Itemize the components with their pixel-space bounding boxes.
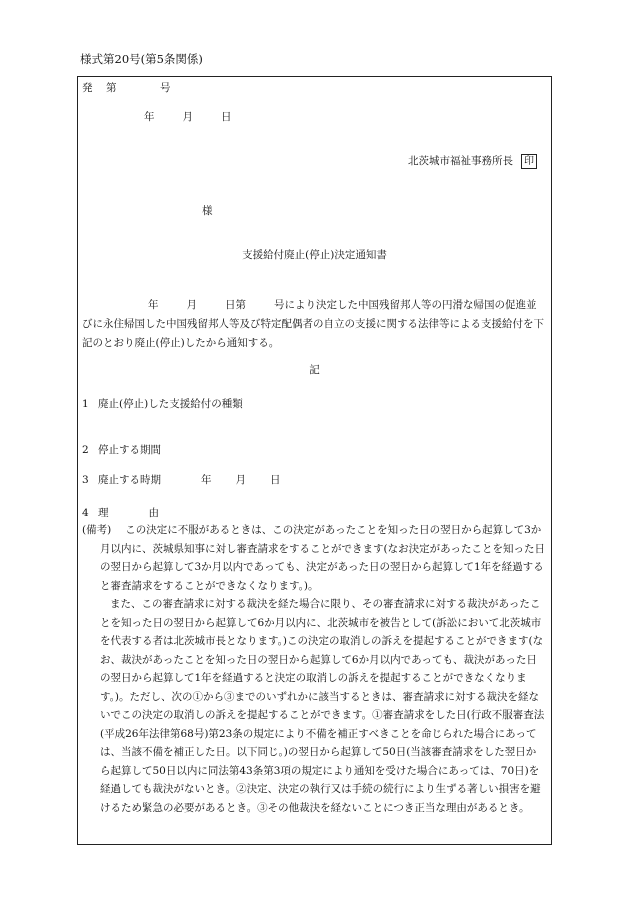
document-title: 支援給付廃止(停止)決定通知書 (242, 249, 387, 261)
remarks-text-1: この決定に不服があるときは、この決定があったことを知った日の翌日から起算して3か月以内に、茨城県知事に対し審査請求をすることができます(なお決定があったことを知った日の翌日から起算して3か月以内であっても、決定があった日の翌日から起算して1年を経過すると審査請求をすることができなくなります。)。 (100, 524, 545, 592)
issuer-line (408, 154, 537, 170)
issue-date-line (144, 110, 232, 126)
record-label: 記 (309, 364, 320, 376)
item-3 (82, 473, 281, 489)
item-3-number: 3 (82, 474, 89, 486)
item-3-year: 年 (201, 474, 212, 486)
remarks-label: (備考) (82, 524, 112, 536)
remarks-section (82, 521, 545, 817)
item-2 (82, 443, 161, 459)
month-label: 月 (182, 111, 193, 123)
item-4-label-a: 理 (98, 507, 109, 519)
item-4-number: 4 (82, 507, 89, 519)
body-text: 号により決定した中国残留邦人等の円滑な帰国の促進並びに永住帰国した中国残留邦人等及び特定配偶者の自立の支援に関する法律等による支援給付を下記のとおり廃止(停止)したから通知する。 (82, 299, 544, 349)
item-2-label: 停止する期間 (98, 444, 161, 456)
issue-number-line (82, 81, 171, 97)
year-label: 年 (144, 111, 155, 123)
item-3-month: 月 (235, 474, 246, 486)
item-3-day: 日 (270, 474, 281, 486)
gou-label: 号 (160, 82, 171, 94)
item-3-label: 廃止する時期 (98, 474, 161, 486)
issuer-name: 北茨城市福祉事務所長 (408, 155, 513, 167)
form-number: 様式第20号(第5条関係) (80, 52, 203, 66)
notice-frame (77, 76, 552, 845)
notice-body (82, 296, 545, 353)
remarks-paragraph-2: また、この審査請求に対する裁決を経た場合に限り、その審査請求に対する裁決があったことを知った日の翌日から起算して6か月以内に、北茨城市を被告として(訴訟において北茨城市を代表する者は北茨城市長となります。)この決定の取消しの訴えを提起することができます(なお、裁決があったことを知った日の翌日から起算して6か月以内であっても、裁決があった日の翌日から起算して1年を経過すると決定の取消しの訴えを提起することができなくなります。)。ただし、次の①から③までのいずれかに該当するときは、審査請求に対する裁決を経ないでこの決定の取消しの訴えを提起することができます。①審査請求をした日(行政不服審査法(平成26年法律第68号)第23条の規定により不備を補正すべきことを命じられた場合にあっては、当該不備を補正した日。以下同じ。)の翌日から起算して50日(当該審査請求をした翌日から起算して50日以内に同法第43条第3項の規定により通知を受けた場合にあっては、70日)を経過しても裁決がないとき。②決定、決定の執行又は手続の続行により生ずる著しい損害を避けるため緊急の必要があるとき。③その他裁決を経ないことにつき正当な理由があるとき。 (100, 598, 545, 814)
item-1 (82, 397, 243, 413)
day-label: 日 (221, 111, 232, 123)
item-1-label: 廃止(停止)した支援給付の種類 (98, 398, 243, 410)
item-4-label-b: 由 (148, 507, 159, 519)
body-day: 日第 (225, 299, 246, 311)
remarks-paragraph-1 (82, 521, 545, 595)
hatsu-label: 発 (82, 82, 93, 94)
seal-stamp: 印 (521, 154, 537, 169)
body-year: 年 (148, 299, 159, 311)
dai-label: 第 (106, 82, 117, 94)
item-1-number: 1 (82, 398, 89, 410)
body-month: 月 (186, 299, 197, 311)
addressee-suffix: 様 (202, 205, 213, 217)
item-4 (82, 506, 159, 522)
item-2-number: 2 (82, 444, 89, 456)
